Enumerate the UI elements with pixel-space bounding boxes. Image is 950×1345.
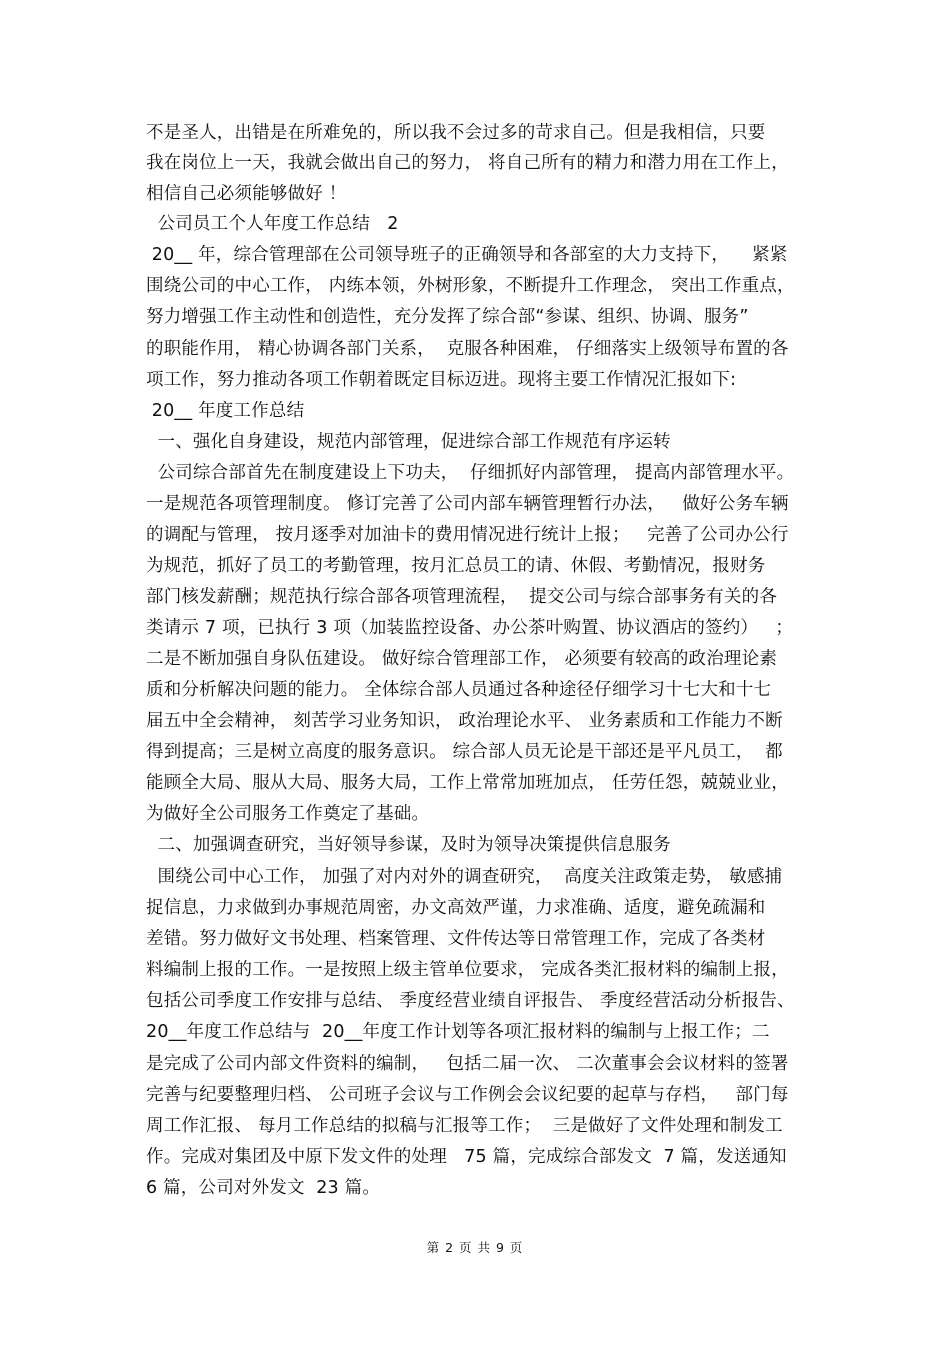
text-line: 为规范，抓好了员工的考勤管理，按月汇总员工的请、休假、考勤情况，报财务 xyxy=(146,556,766,576)
text-line: 的职能作用， 精心协调各部门关系， 克服各种困难， 仔细落实上级领导布置的各 xyxy=(146,339,789,359)
text-line: 二是不断加强自身队伍建设。 做好综合管理部工作， 必须要有较高的政治理论素 xyxy=(146,649,778,669)
text-line: 围绕公司的中心工作， 内练本领，外树形象，不断提升工作理念， 突出工作重点， xyxy=(146,276,795,296)
text-line: 20__ 年，综合管理部在公司领导班子的正确领导和各部室的大力支持下， 紧紧 xyxy=(146,245,788,265)
text-line: 周工作汇报、 每月工作总结的拟稿与汇报等工作； 三是做好了文件处理和制发工 xyxy=(146,1116,783,1136)
text-line: 包括公司季度工作安排与总结、 季度经营业绩自评报告、 季度经营活动分析报告、 xyxy=(146,991,795,1011)
subheading: 一、强化自身建设，规范内部管理，促进综合部工作规范有序运转 xyxy=(146,432,671,452)
text-line: 不是圣人，出错是在所难免的，所以我不会过多的苛求自己。但是我相信，只要 xyxy=(146,123,766,143)
subheading: 20__ 年度工作总结 xyxy=(146,401,305,421)
text-line: 我在岗位上一天，我就会做出自己的努力， 将自己所有的精力和潜力用在工作上， xyxy=(146,153,789,173)
text-line: 6 篇，公司对外发文 23 篇。 xyxy=(146,1178,381,1198)
text-line: 届五中全会精神， 刻苦学习业务知识， 政治理论水平、 业务素质和工作能力不断 xyxy=(146,711,783,731)
text-line: 质和分析解决问题的能力。 全体综合部人员通过各种途径仔细学习十七大和十七 xyxy=(146,680,772,700)
text-line: 一是规范各项管理制度。 修订完善了公司内部车辆管理暂行办法， 做好公务车辆 xyxy=(146,494,789,514)
text-line: 类请示 7 项，已执行 3 项（加装监控设备、办公茶叶购置、协议酒店的签约） ； xyxy=(146,618,794,638)
text-line: 公司综合部首先在制度建设上下功夫， 仔细抓好内部管理， 提高内部管理水平。 xyxy=(146,463,795,483)
text-line: 差错。努力做好文书处理、档案管理、文件传达等日常管理工作，完成了各类材 xyxy=(146,929,766,949)
text-line: 料编制上报的工作。一是按照上级主管单位要求， 完成各类汇报材料的编制上报， xyxy=(146,960,789,980)
section-title: 公司员工个人年度工作总结 2 xyxy=(146,214,399,234)
page-footer: 第 2 页 共 9 页 xyxy=(426,1240,524,1255)
text-line: 完善与纪要整理归档、 公司班子会议与工作例会会议纪要的起草与存档， 部门每 xyxy=(146,1085,789,1105)
text-line: 能顾全大局、服从大局、服务大局，工作上常常加班加点， 任劳任怨，兢兢业业， xyxy=(146,773,789,793)
text-line: 为做好全公司服务工作奠定了基础。 xyxy=(146,804,430,824)
text-line: 部门核发薪酬；规范执行综合部各项管理流程， 提交公司与综合部事务有关的各 xyxy=(146,587,778,607)
text-line: 得到提高；三是树立高度的服务意识。 综合部人员无论是干部还是平凡员工， 都 xyxy=(146,742,783,762)
text-line: 捉信息，力求做到办事规范周密，办文高效严谨，力求准确、适度，避免疏漏和 xyxy=(146,898,766,918)
text-line: 的调配与管理， 按月逐季对加油卡的费用情况进行统计上报； 完善了公司办公行 xyxy=(146,525,789,545)
subheading: 二、加强调查研究，当好领导参谋，及时为领导决策提供信息服务 xyxy=(146,835,671,855)
text-line: 围绕公司中心工作， 加强了对内对外的调查研究， 高度关注政策走势， 敏感捕 xyxy=(146,867,783,887)
text-line: 努力增强工作主动性和创造性，充分发挥了综合部“参谋、组织、协调、服务” xyxy=(146,307,749,327)
text-line: 相信自己必须能够做好 ！ xyxy=(146,184,347,204)
text-line: 作。完成对集团及中原下发文件的处理 75 篇，完成综合部发文 7 篇，发送通知 xyxy=(146,1147,787,1167)
text-line: 项工作，努力推动各项工作朝着既定目标迈进。现将主要工作情况汇报如下: xyxy=(146,370,737,390)
text-line: 20__年度工作总结与 20__年度工作计划等各项汇报材料的编制与上报工作；二 xyxy=(146,1022,770,1042)
text-line: 是完成了公司内部文件资料的编制， 包括二届一次、 二次董事会会议材料的签署 xyxy=(146,1054,789,1074)
